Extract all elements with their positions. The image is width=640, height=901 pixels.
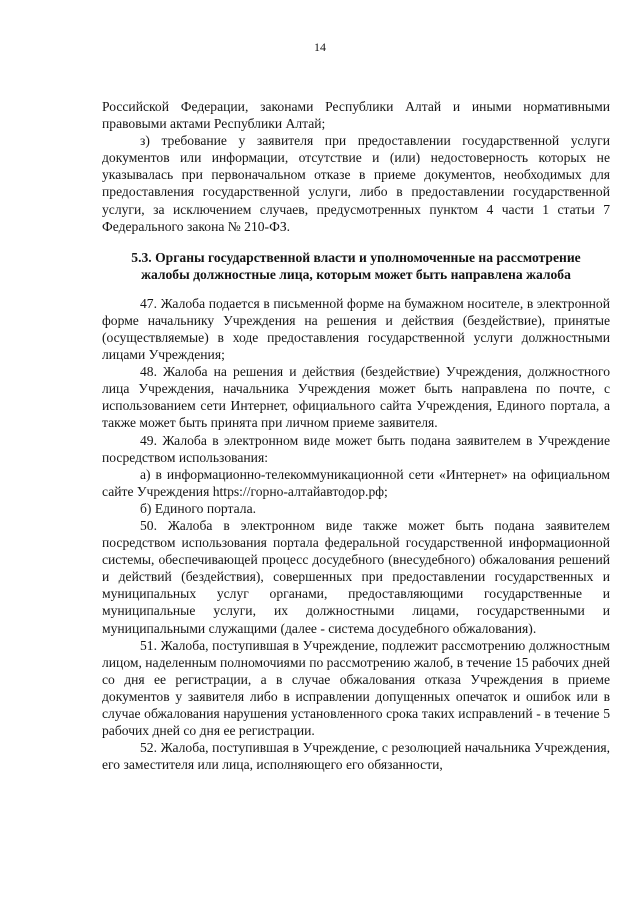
paragraph-item-z: з) требование у заявителя при предоставлении государственной услуги документов или информации, отсутствие и (или) недостоверность которых не указывалась при первоначальном отказе в приеме документов, необходимых для предоставления государственной услуги, либо в предоставлении государственной услуги, за исключением случаев, предусмотренных пунктом 4 части 1 статьи 7 Федерального закона № 210-ФЗ. xyxy=(102,133,610,234)
paragraph-48: 48. Жалоба на решения и действия (бездействие) Учреждения, должностного лица Учреждения, начальника Учреждения может быть направлена по почте, с использованием сети Интернет, официального сайта Учреждения, Единого портала, а также может быть принята при личном приеме заявителя. xyxy=(102,364,610,431)
paragraph-49-a: а) в информационно-телекоммуникационной сети «Интернет» на официальном сайте Учреждения https://горно-алтайавтодор.рф; xyxy=(102,466,610,499)
paragraph-50: 50. Жалоба в электронном виде также может быть подана заявителем посредством использования портала федеральной государственной информационной системы, обеспечивающей процесс досудебного (внесудебного) обжалования решений и действий (бездействия), совершенных при предоставлении государственных и муниципальных услуг органами, предоставляющими государственные и муниципальные услуги, их должностными лицами, государственными и муниципальными служащими (далее - система досудебного обжалования). xyxy=(102,517,610,636)
paragraph-51: 51. Жалоба, поступившая в Учреждение, подлежит рассмотрению должностным лицом, наделенным полномочиями по рассмотрению жалоб, в течение 15 рабочих дней со дня ее регистрации, а в случае обжалования отказа Учреждения в приеме документов у заявителя либо в исправлении допущенных опечаток и ошибок или в случае обжалования нарушения установленного срока таких исправлений - в течение 5 рабочих дней со дня ее регистрации. xyxy=(102,637,610,739)
paragraph-47: 47. Жалоба подается в письменной форме на бумажном носителе, в электронной форме начальнику Учреждения на решения и действия (бездействие), принятые (осуществляемые) в ходе предоставления государственной услуги должностными лицами Учреждения; xyxy=(102,295,610,363)
page-number: 14 xyxy=(314,40,326,54)
paragraph-49: 49. Жалоба в электронном виде может быть подана заявителем в Учреждение посредством использования: xyxy=(102,432,610,465)
paragraph-49-b: б) Единого портала. xyxy=(140,500,257,516)
section-heading: 5.3. Органы государственной власти и уполномоченные на рассмотрение жалобы должностные лица, которым может быть направлена жалоба xyxy=(131,249,581,282)
document-body xyxy=(102,98,610,773)
paragraph-52: 52. Жалоба, поступившая в Учреждение, с резолюцией начальника Учреждения, его заместителя или лица, исполняющего его обязанности, xyxy=(102,740,610,773)
paragraph-continuation: Российской Федерации, законами Республики Алтай и иными нормативными правовыми актами Республики Алтай; xyxy=(102,99,610,132)
